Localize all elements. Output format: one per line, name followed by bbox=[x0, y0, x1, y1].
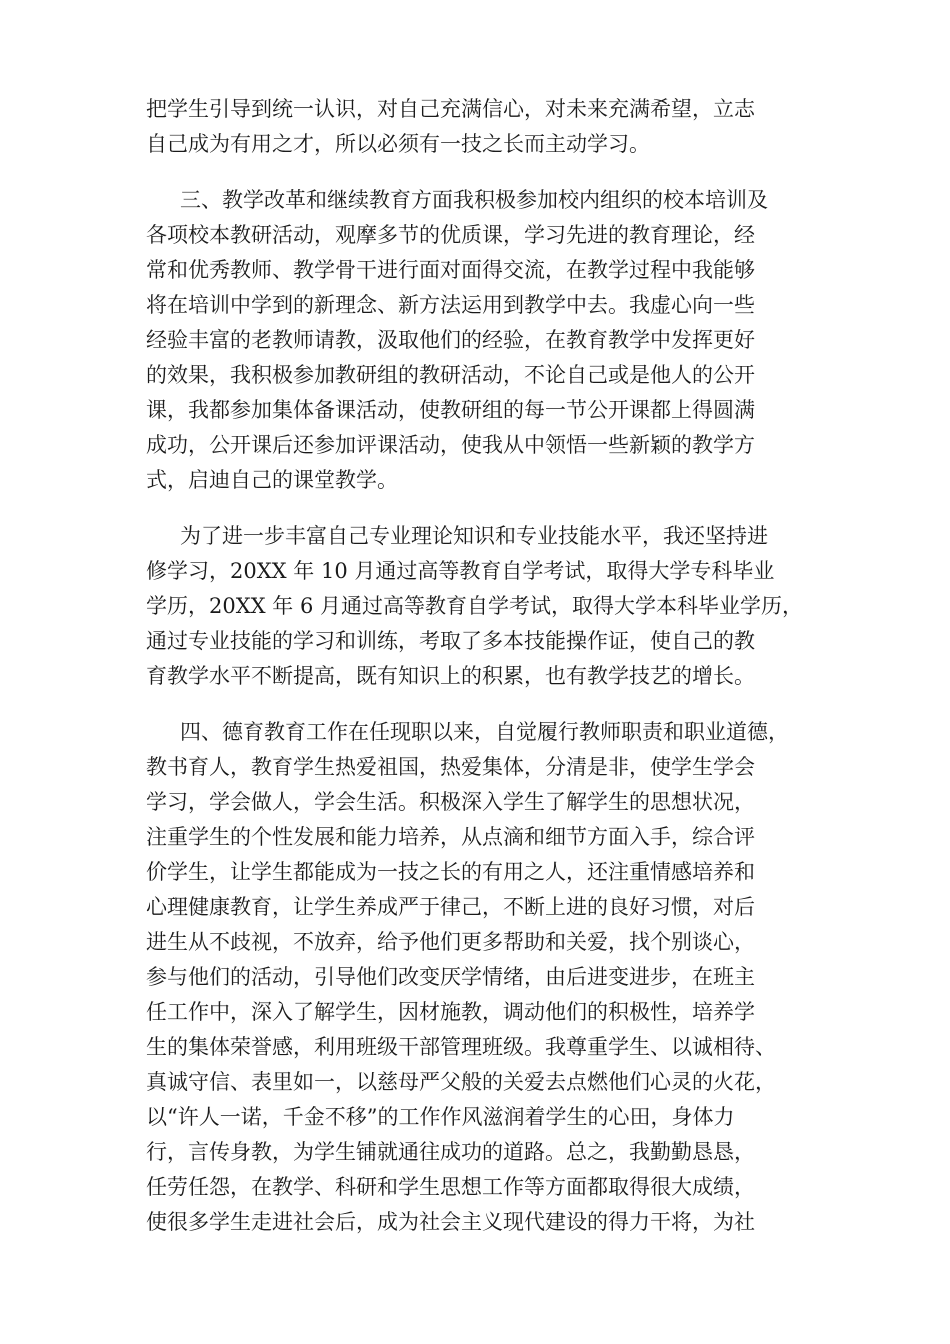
text-line: 任工作中，深入了解学生，因材施教，调动他们的积极性，培养学 bbox=[146, 1000, 755, 1024]
text-line: 为了进一步丰富自己专业理论知识和专业技能水平，我还坚持进 bbox=[180, 524, 768, 548]
text-line: 修学习，20XX 年 10 月通过高等教育自学考试，取得大学专科毕业 bbox=[146, 559, 775, 583]
paragraph-gap bbox=[146, 694, 826, 715]
text-line: 以“许人一诺，千金不移”的工作作风滋润着学生的心田，身体力 bbox=[146, 1105, 735, 1129]
text-line: 经验丰富的老教师请教，汲取他们的经验，在教育教学中发挥更好 bbox=[146, 328, 755, 352]
text-line: 四、德育教育工作在任现职以来，自觉履行教师职责和职业道德， bbox=[180, 720, 789, 744]
text-line: 生的集体荣誉感，利用班级干部管理班级。我尊重学生、以诚相待、 bbox=[146, 1035, 776, 1059]
text-line: 各项校本教研活动，观摩多节的优质课，学习先进的教育理论，经 bbox=[146, 223, 755, 247]
paragraph-gap bbox=[146, 498, 826, 519]
text-line: 成功，公开课后还参加评课活动，使我从中领悟一些新颖的教学方 bbox=[146, 433, 755, 457]
text-line: 式，启迪自己的课堂教学。 bbox=[146, 468, 398, 492]
text-line: 进生从不歧视，不放弃，给予他们更多帮助和关爱，找个别谈心， bbox=[146, 930, 755, 954]
text-line: 注重学生的个性发展和能力培养，从点滴和细节方面入手，综合评 bbox=[146, 825, 755, 849]
text-line: 的效果，我积极参加教研组的教研活动，不论自己或是他人的公开 bbox=[146, 363, 755, 387]
text-line: 任劳任怨，在教学、科研和学生思想工作等方面都取得很大成绩， bbox=[146, 1175, 755, 1199]
text-line: 课，我都参加集体备课活动，使教研组的每一节公开课都上得圆满 bbox=[146, 398, 755, 422]
paragraph-3 bbox=[146, 519, 826, 694]
document-body bbox=[146, 92, 826, 1240]
text-line: 心理健康教育，让学生养成严于律己，不断上进的良好习惯，对后 bbox=[146, 895, 755, 919]
text-line: 自己成为有用之才，所以必须有一技之长而主动学习。 bbox=[146, 132, 650, 156]
text-line: 学习，学会做人，学会生活。积极深入学生了解学生的思想状况， bbox=[146, 790, 755, 814]
text-line: 通过专业技能的学习和训练，考取了多本技能操作证，使自己的教 bbox=[146, 629, 755, 653]
paragraph-1 bbox=[146, 92, 826, 162]
text-line: 常和优秀教师、教学骨干进行面对面得交流，在教学过程中我能够 bbox=[146, 258, 755, 282]
text-line: 育教学水平不断提高，既有知识上的积累，也有教学技艺的增长。 bbox=[146, 664, 755, 688]
text-line: 真诚守信、表里如一，以慈母严父般的关爱去点燃他们心灵的火花， bbox=[146, 1070, 776, 1094]
paragraph-gap bbox=[146, 162, 826, 183]
paragraph-4 bbox=[146, 715, 826, 1240]
paragraph-2 bbox=[146, 183, 826, 498]
text-line: 使很多学生走进社会后，成为社会主义现代建设的得力干将，为社 bbox=[146, 1210, 755, 1234]
text-line: 教书育人，教育学生热爱祖国，热爱集体，分清是非，使学生学会 bbox=[146, 755, 755, 779]
text-line: 价学生，让学生都能成为一技之长的有用之人，还注重情感培养和 bbox=[146, 860, 755, 884]
text-line: 参与他们的活动，引导他们改变厌学情绪，由后进变进步，在班主 bbox=[146, 965, 755, 989]
text-line: 将在培训中学到的新理念、新方法运用到教学中去。我虚心向一些 bbox=[146, 293, 755, 317]
text-line: 三、教学改革和继续教育方面我积极参加校内组织的校本培训及 bbox=[180, 188, 768, 212]
text-line: 行，言传身教，为学生铺就通往成功的道路。总之，我勤勤恳恳， bbox=[146, 1140, 755, 1164]
text-line: 学历，20XX 年 6 月通过高等教育自学考试，取得大学本科毕业学历， bbox=[146, 594, 804, 618]
text-line: 把学生引导到统一认识，对自己充满信心，对未来充满希望，立志 bbox=[146, 97, 755, 121]
